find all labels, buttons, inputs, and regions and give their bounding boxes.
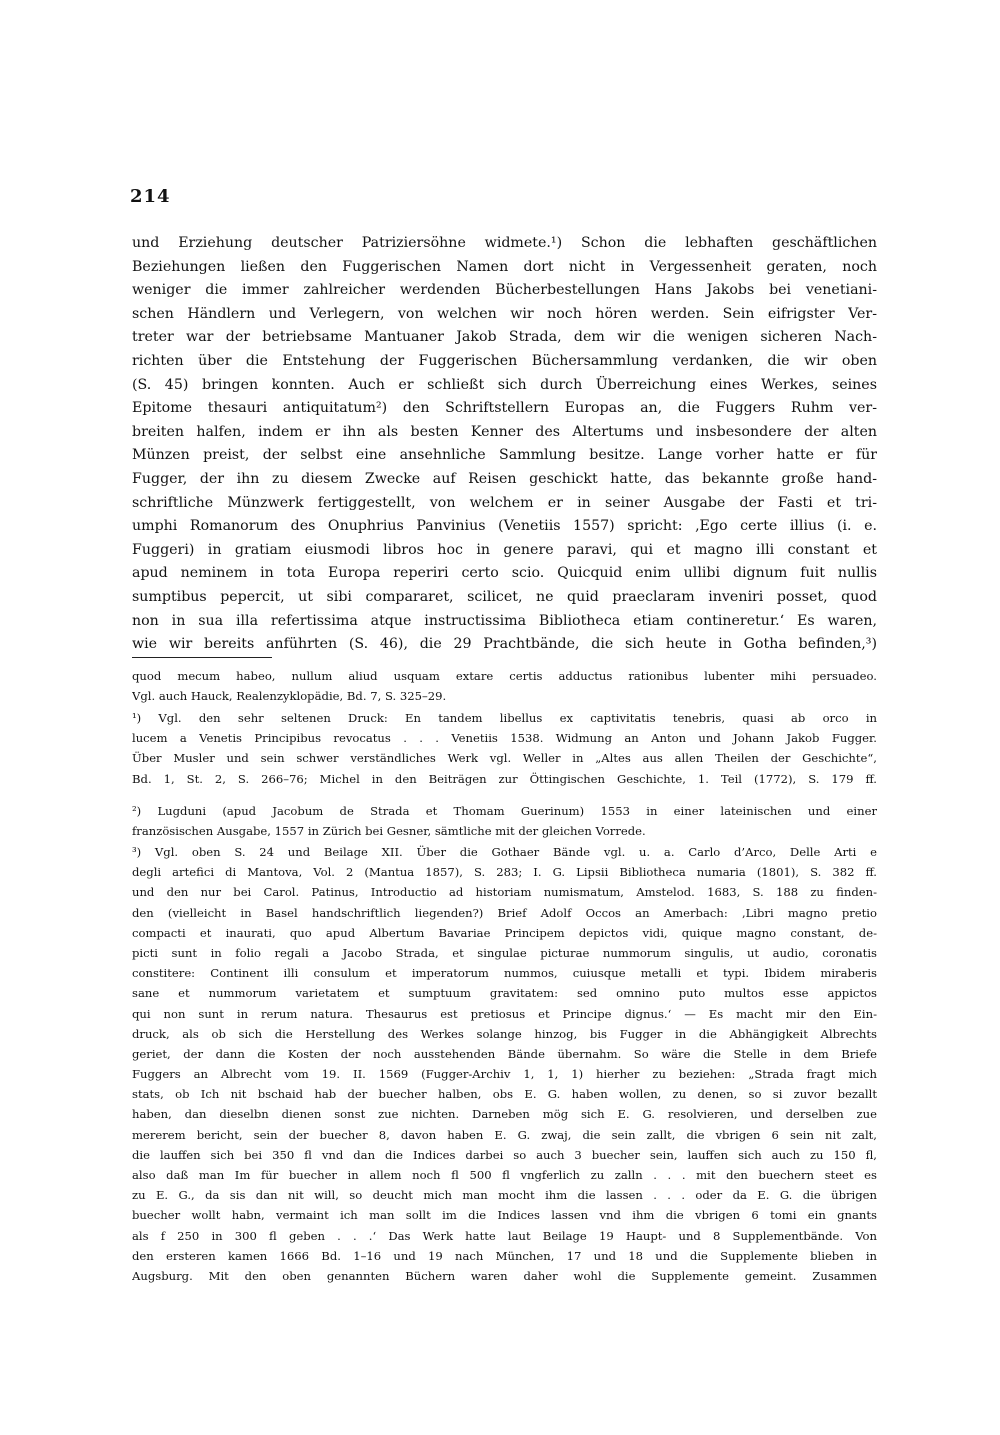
footnote-3 — [132, 842, 877, 1286]
text-line: Münzen preist, der selbst eine ansehnliche Sammlung besitze. Lange vorher hatte er für — [132, 447, 877, 464]
footnote-line: die lauffen sich bei 350 fl vnd dan die Indices darbei so auch 3 buecher sein, lauffen sich auch zu 150 fl, — [132, 1147, 877, 1162]
footnote-line: constitere: Continent illi consulum et imperatorum nummos, cuiusque metalli et typi. Ibidem miraberis — [132, 966, 877, 981]
footnote-line: druck, als ob sich die Herstellung des Werkes solange hinzog, bis Fugger in die Abhängigkeit Albrechts — [132, 1026, 877, 1041]
footnote-line: Über Musler und sein schwer verständliches Werk vgl. Weller in „Altes aus allen Theilen der Geschichte“, — [132, 751, 877, 766]
footnote-line: als f 250 in 300 fl geben . . .‘ Das Werk hatte laut Beilage 19 Haupt- und 8 Supplementbände. Von — [132, 1228, 877, 1243]
main-text — [132, 232, 877, 657]
footnote-continuation — [132, 666, 877, 706]
text-line: umphi Romanorum des Onuphrius Panvinius (Venetiis 1557) spricht: ‚Ego certe illius (i. e. — [132, 518, 877, 535]
footnote-2 — [132, 801, 877, 841]
text-line: Beziehungen ließen den Fuggerischen Namen dort nicht in Vergessenheit geraten, noch — [132, 258, 877, 275]
footnote-line: qui non sunt in rerum natura. Thesaurus est pretiosus et Principe dignus.‘ — Es macht mir den Ein- — [132, 1006, 877, 1021]
footnote-line: Vgl. auch Hauck, Realenzyklopädie, Bd. 7, S. 325–29. — [132, 689, 447, 704]
footnote-line: stats, ob Ich nit bschaid hab der buecher halben, obs E. G. haben wollen, zu denen, so si zuvor bezallt — [132, 1087, 877, 1102]
footnote-line: also daß man Im für buecher in allem noch fl 500 fl vngferlich zu zalln . . . mit den buechern steet es — [132, 1168, 877, 1182]
footnote-line: lucem a Venetis Principibus revocatus . . . Venetiis 1538. Widmung an Anton und Johann Jakob Fugger. — [132, 731, 877, 746]
footnote-separator — [132, 657, 272, 658]
footnote-line: geriet, der dann die Kosten der noch ausstehenden Bände übernahm. So wäre die Stelle in dem Briefe — [132, 1046, 877, 1061]
footnote-line: compacti et inaurati, quo apud Albertum Bavariae Principem depictos vidi, quique magno constant, de- — [132, 925, 877, 940]
footnote-line: ²) Lugduni (apud Jacobum de Strada et Thomam Guerinum) 1553 in einer lateinischen und einer — [132, 804, 877, 818]
text-line: weniger die immer zahlreicher werdenden Bücherbestellungen Hans Jakobs bei venetiani- — [132, 282, 877, 299]
footnote-line: picti sunt in folio regali a Jacobo Strada, et singulae picturae nummorum singulis, ut audio, coronatis — [132, 945, 877, 960]
text-line: (S. 45) bringen konnten. Auch er schließt sich durch Überreichung eines Werkes, seines — [132, 376, 877, 393]
footnote-line: haben, dan dieselbn dienen sonst zue nichten. Darneben mög sich E. G. resolvieren, und derselben zue — [132, 1107, 877, 1122]
footnote-1 — [132, 708, 877, 789]
page-number: 214 — [130, 186, 171, 207]
footnote-line: quod mecum habeo, nullum aliud usquam extare certis adductus rationibus lubenter mihi persuadeo. — [132, 669, 877, 683]
text-line: und Erziehung deutscher Patriziersöhne widmete.¹) Schon die lebhaften geschäftlichen — [132, 235, 877, 251]
text-line: Fuggeri) in gratiam eiusmodi libros hoc in genere paravi, qui et magno illi constant et — [132, 541, 877, 558]
text-line: apud neminem in tota Europa reperiri certo scio. Quicquid enim ullibi dignum fuit nullis — [132, 565, 877, 582]
footnote-line: den (vielleicht in Basel handschriftlich liegenden?) Brief Adolf Occos an Amerbach: ‚Libri magno pretio — [132, 905, 877, 920]
text-line: wie wir bereits anführten (S. 46), die 29 Prachtbände, die sich heute in Gotha befinden,³) — [132, 636, 877, 653]
footnote-line: ¹) Vgl. den sehr seltenen Druck: En tandem libellus ex captivitatis tenebris, quasi ab orco in — [132, 711, 877, 725]
footnote-line: den ersteren kamen 1666 Bd. 1–16 und 19 nach München, 17 und 18 und die Supplemente blieben in — [132, 1248, 877, 1263]
text-line: schriftliche Münzwerk fertiggestellt, von welchem er in seiner Ausgabe der Fasti et tri- — [132, 494, 877, 511]
footnote-line: französischen Ausgabe, 1557 in Zürich bei Gesner, sämtliche mit der gleichen Vorrede. — [132, 824, 646, 839]
text-line: breiten halfen, indem er ihn als besten Kenner des Altertums und insbesondere der alten — [132, 423, 877, 440]
text-line: non in sua illa refertissima atque instructissima Bibliotheca etiam contineretur.‘ Es waren, — [132, 612, 877, 629]
text-line: Fugger, der ihn zu diesem Zwecke auf Reisen geschickt hatte, das bekannte große hand- — [132, 470, 877, 487]
text-line: Epitome thesauri antiquitatum²) den Schriftstellern Europas an, die Fuggers Ruhm ver- — [132, 400, 877, 417]
footnote-line: und den nur bei Carol. Patinus, Introductio ad historiam numismatum, Amstelod. 1683, S. 188 zu finden- — [132, 885, 877, 900]
text-line: schen Händlern und Verlegern, von welchen wir noch hören werden. Sein eifrigster Ver- — [132, 305, 877, 322]
text-line: treter war der betriebsame Mantuaner Jakob Strada, dem wir die wenigen sicheren Nach- — [132, 329, 877, 346]
footnote-line: buecher wollt habn, vermaint ich man sollt im die Indices lassen vnd ihm die vbrigen 6 tomi ein gnants — [132, 1208, 877, 1223]
footnote-line: Fuggers an Albrecht vom 19. II. 1569 (Fugger-Archiv 1, 1, 1) hierher zu beziehen: „Strada fragt mich — [132, 1067, 877, 1082]
footnote-line: ³) Vgl. oben S. 24 und Beilage XII. Über die Gothaer Bände vgl. u. a. Carlo d’Arco, Delle Arti e — [132, 845, 877, 859]
footnote-line: Augsburg. Mit den oben genannten Büchern waren daher wohl die Supplemente gemeint. Zusammen — [132, 1268, 877, 1283]
footnote-line: sane et nummorum varietatem et sumptuum gravitatem: sed omnino puto multos esse appictos — [132, 986, 877, 1001]
footnote-line: mererem bericht, sein der buecher 8, davon haben E. G. zwaj, die sein zallt, die vbrigen 6 sein nit zalt, — [132, 1127, 877, 1142]
text-line: richten über die Entstehung der Fuggerischen Büchersammlung verdanken, die wir oben — [132, 352, 877, 369]
footnote-line: zu E. G., da sis dan nit will, so deucht mich man mocht ihm die lassen . . . oder da E. G. die übrigen — [132, 1188, 877, 1203]
text-line: sumptibus pepercit, ut sibi compararet, scilicet, ne quid praeclaram inveniri posset, quod — [132, 588, 877, 605]
footnote-line: degli artefici di Mantova, Vol. 2 (Mantua 1857), S. 283; I. G. Lipsii Bibliotheca numaria (1801), S. 382 ff. — [132, 865, 877, 880]
footnote-line: Bd. 1, St. 2, S. 266–76; Michel in den Beiträgen zur Öttingischen Geschichte, 1. Teil (1772), S. 179 ff. — [132, 771, 877, 786]
